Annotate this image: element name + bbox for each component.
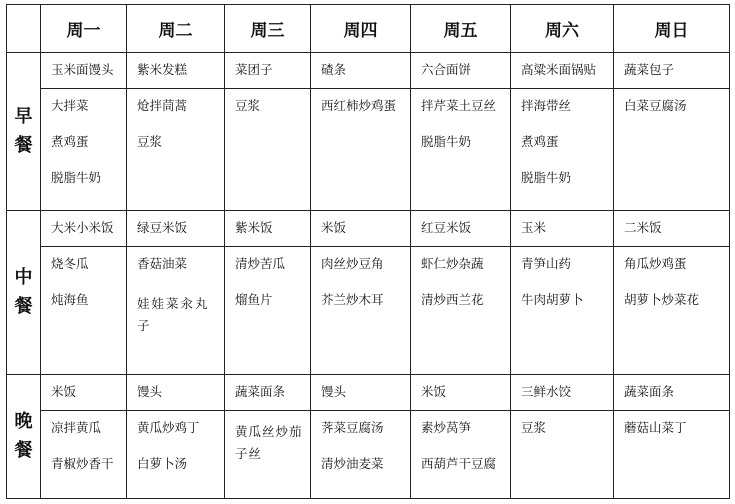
menu-item: 菜团子 — [235, 62, 273, 77]
menu-item: 蔬菜面条 — [235, 384, 286, 399]
menu-item: 芥兰炒木耳 — [321, 292, 384, 307]
menu-item: 紫米饭 — [235, 220, 273, 235]
breakfast-staple-row — [7, 53, 730, 89]
menu-cell — [614, 411, 730, 499]
menu-item: 三鲜水饺 — [521, 384, 572, 399]
menu-cell — [225, 89, 311, 211]
menu-item: 荠菜豆腐汤 — [321, 420, 384, 435]
menu-cell — [411, 53, 511, 89]
menu-cell — [311, 89, 411, 211]
menu-cell — [127, 89, 225, 211]
menu-cell — [41, 211, 127, 247]
menu-cell — [127, 211, 225, 247]
menu-item: 煮鸡蛋 — [51, 134, 89, 149]
menu-item: 紫米发糕 — [137, 62, 188, 77]
menu-cell — [411, 89, 511, 211]
menu-item: 馒头 — [321, 384, 347, 399]
day-header-wed: 周三 — [225, 5, 311, 53]
menu-item: 白菜豆腐汤 — [624, 98, 687, 113]
menu-cell — [41, 411, 127, 499]
menu-cell — [41, 375, 127, 411]
meal-label-char: 餐 — [14, 134, 33, 156]
menu-item: 烧冬瓜 — [51, 256, 89, 271]
lunch-staple-row — [7, 211, 730, 247]
menu-item: 红豆米饭 — [421, 220, 472, 235]
menu-item: 娃娃菜汆丸子 — [137, 296, 210, 333]
menu-cell — [511, 211, 614, 247]
menu-cell — [311, 53, 411, 89]
menu-item: 玉米 — [521, 220, 547, 235]
menu-item: 黄瓜炒鸡丁 — [137, 420, 200, 435]
menu-item: 香菇油菜 — [137, 256, 188, 271]
menu-item: 西红柿炒鸡蛋 — [321, 98, 397, 113]
menu-cell — [225, 375, 311, 411]
day-header-thu: 周四 — [311, 5, 411, 53]
menu-cell — [411, 247, 511, 375]
meal-label-char: 中 — [14, 266, 33, 288]
menu-item: 米饭 — [321, 220, 347, 235]
menu-item: 凉拌黄瓜 — [51, 420, 102, 435]
menu-cell — [127, 247, 225, 375]
menu-cell — [311, 375, 411, 411]
menu-cell — [311, 411, 411, 499]
menu-item: 煮鸡蛋 — [521, 134, 559, 149]
menu-item: 豆浆 — [235, 98, 261, 113]
menu-cell — [511, 89, 614, 211]
menu-item: 脱脂牛奶 — [51, 170, 102, 185]
menu-cell — [411, 211, 511, 247]
menu-item: 高粱米面锅贴 — [521, 62, 597, 77]
menu-item: 虾仁炒杂蔬 — [421, 256, 484, 271]
menu-cell — [41, 89, 127, 211]
meal-label-dinner — [7, 375, 41, 499]
menu-item: 清炒苦瓜 — [235, 256, 286, 271]
menu-cell — [614, 89, 730, 211]
menu-item: 胡萝卜炒菜花 — [624, 292, 700, 307]
menu-item: 馒头 — [137, 384, 163, 399]
menu-cell — [311, 211, 411, 247]
menu-cell — [614, 53, 730, 89]
meal-label-char: 早 — [14, 105, 33, 127]
menu-cell — [225, 211, 311, 247]
menu-item: 西葫芦干豆腐 — [421, 456, 497, 471]
day-header-sat: 周六 — [511, 5, 614, 53]
menu-cell — [411, 375, 511, 411]
menu-cell — [127, 411, 225, 499]
menu-item: 碴条 — [321, 62, 347, 77]
corner-cell — [7, 5, 41, 53]
day-header-mon: 周一 — [41, 5, 127, 53]
menu-cell — [311, 247, 411, 375]
lunch-dish-row — [7, 247, 730, 375]
menu-item: 清炒西兰花 — [421, 292, 484, 307]
menu-cell — [614, 375, 730, 411]
menu-item: 脱脂牛奶 — [421, 134, 472, 149]
menu-item: 拌海带丝 — [521, 98, 572, 113]
day-header-tue: 周二 — [127, 5, 225, 53]
menu-cell — [41, 247, 127, 375]
menu-item: 清炒油麦菜 — [321, 456, 384, 471]
menu-item: 蘑菇山菜丁 — [624, 420, 687, 435]
menu-cell — [225, 247, 311, 375]
menu-item: 大拌菜 — [51, 98, 89, 113]
meal-label-lunch — [7, 211, 41, 375]
menu-item: 大米小米饭 — [51, 220, 114, 235]
menu-item: 角瓜炒鸡蛋 — [624, 256, 687, 271]
meal-label-char: 晚 — [14, 410, 33, 432]
menu-cell — [511, 247, 614, 375]
day-header-sun: 周日 — [614, 5, 730, 53]
menu-cell — [511, 53, 614, 89]
menu-item: 绿豆米饭 — [137, 220, 188, 235]
menu-item: 米饭 — [51, 384, 77, 399]
dinner-staple-row — [7, 375, 730, 411]
menu-item: 肉丝炒豆角 — [321, 256, 384, 271]
menu-item: 素炒莴笋 — [421, 420, 472, 435]
menu-item: 二米饭 — [624, 220, 662, 235]
menu-item: 牛肉胡萝卜 — [521, 292, 584, 307]
menu-item: 脱脂牛奶 — [521, 170, 572, 185]
menu-item: 拌芹菜土豆丝 — [421, 98, 497, 113]
menu-cell — [41, 53, 127, 89]
menu-item: 豆浆 — [521, 420, 547, 435]
menu-cell — [127, 53, 225, 89]
menu-cell — [614, 247, 730, 375]
menu-item: 熘鱼片 — [235, 292, 273, 307]
meal-label-breakfast — [7, 53, 41, 211]
dinner-dish-row — [7, 411, 730, 499]
header-row — [7, 5, 730, 53]
day-header-fri: 周五 — [411, 5, 511, 53]
menu-item: 蔬菜包子 — [624, 62, 675, 77]
menu-item: 豆浆 — [137, 134, 163, 149]
menu-item: 黄瓜丝炒茄子丝 — [235, 424, 303, 461]
menu-item: 蔬菜面条 — [624, 384, 675, 399]
menu-cell — [127, 375, 225, 411]
menu-item: 玉米面馒头 — [51, 62, 114, 77]
menu-cell — [511, 411, 614, 499]
weekly-menu-table — [6, 4, 730, 499]
meal-label-char: 餐 — [14, 439, 33, 461]
menu-item: 青笋山药 — [521, 256, 572, 271]
menu-item: 六合面饼 — [421, 62, 472, 77]
menu-cell — [225, 53, 311, 89]
menu-item: 米饭 — [421, 384, 447, 399]
menu-item: 青椒炒香干 — [51, 456, 114, 471]
menu-cell — [511, 375, 614, 411]
menu-item: 炝拌茼蒿 — [137, 98, 188, 113]
menu-item: 炖海鱼 — [51, 292, 89, 307]
menu-cell — [411, 411, 511, 499]
menu-item: 白萝卜汤 — [137, 456, 188, 471]
menu-cell — [225, 411, 311, 499]
breakfast-dish-row — [7, 89, 730, 211]
menu-cell — [614, 211, 730, 247]
meal-label-char: 餐 — [14, 295, 33, 317]
